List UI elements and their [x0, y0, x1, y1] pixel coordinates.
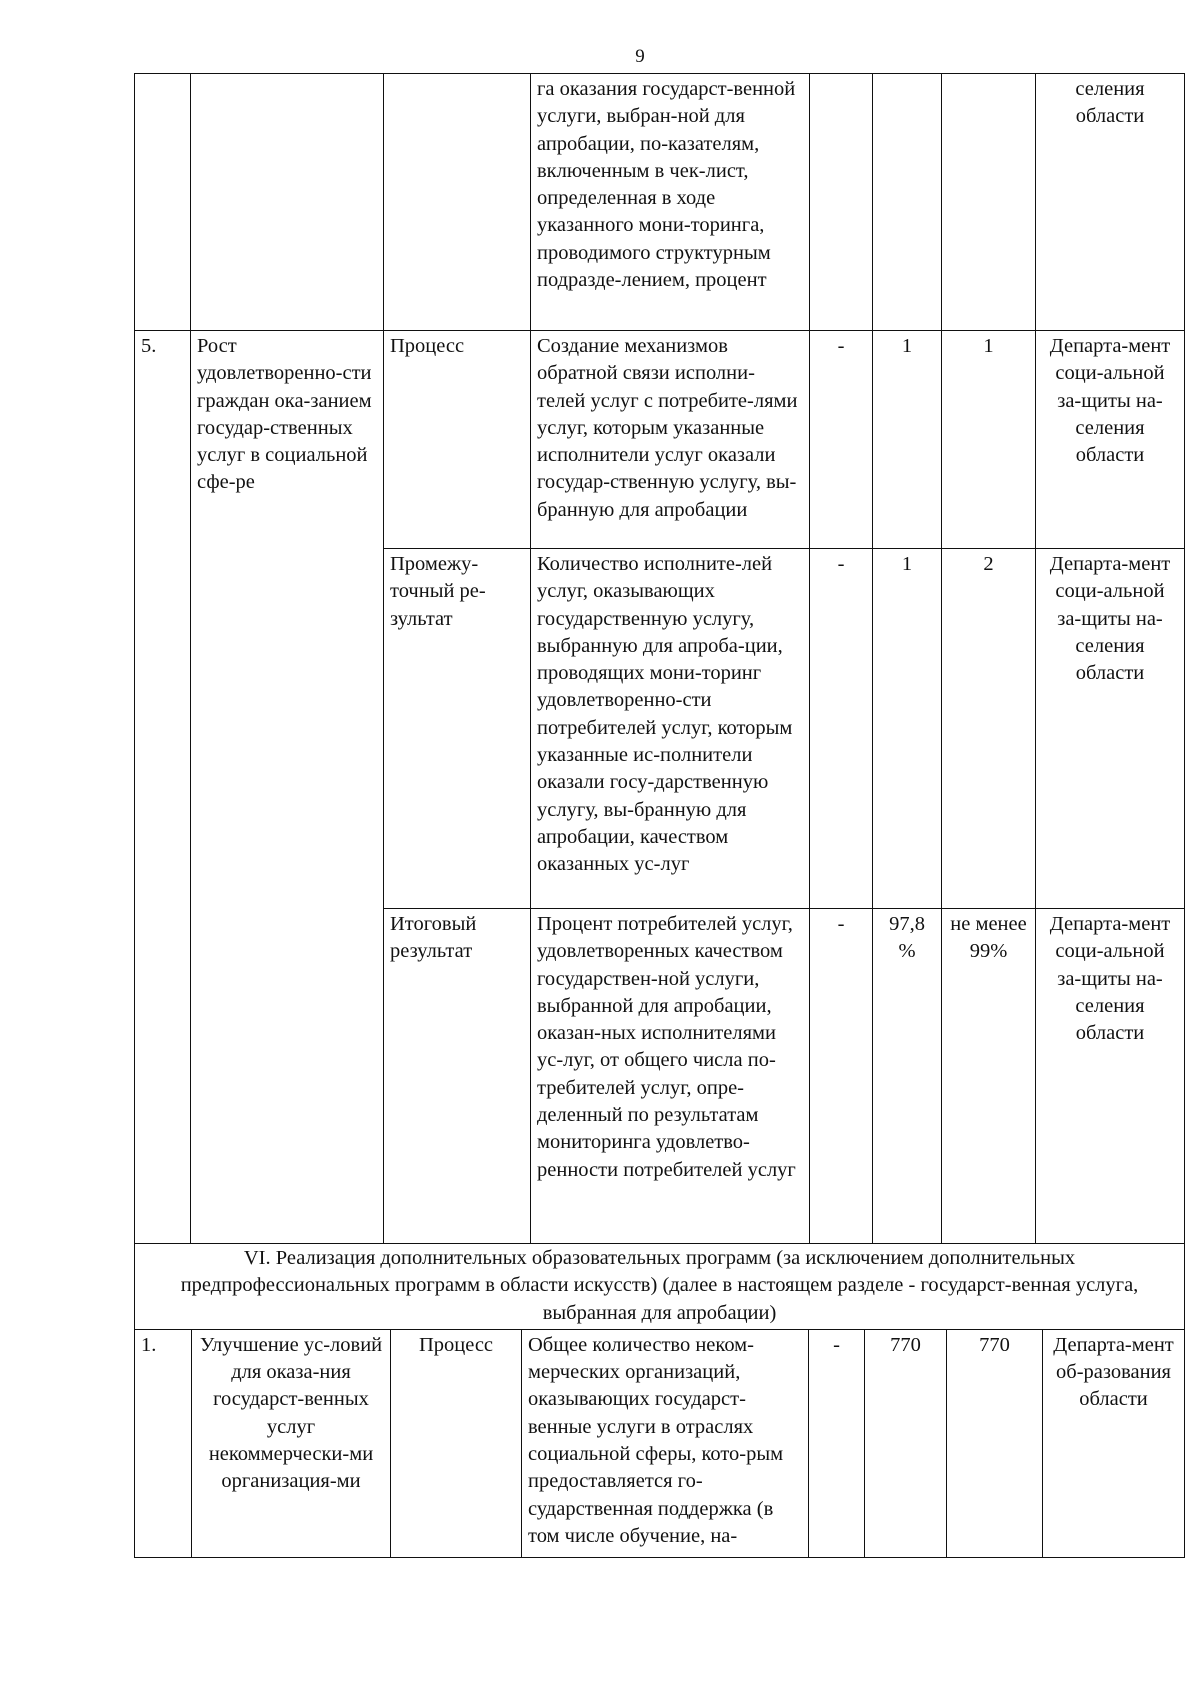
responsible-cell: Департа-мент об-разования области [1043, 1329, 1185, 1557]
base-value-cell: - [810, 909, 873, 1244]
indicator-cell: га оказания государст-венной услуги, выбран-ной для апробации, по-казателям, включенным в чек-лист, определенная в ходе указанного мони-торинга, проводимого структурным подразде-лением, процент [531, 74, 810, 331]
responsible-cell: Департа-мент соци-альной за-щиты на-селения области [1036, 549, 1185, 909]
value-cell [873, 74, 942, 331]
results-table-upper [134, 73, 1185, 1244]
row-number: 5. [135, 331, 191, 1244]
indicator-cell: Общее количество неком-мерческих организаций, оказывающих государст-венные услуги в отраслях социальной сферы, кото-рым предоставляется го-сударственная поддержка (в том числе обучение, на- [522, 1329, 809, 1557]
target-value-cell: 770 [947, 1329, 1043, 1557]
row-number [135, 74, 191, 331]
type-cell [384, 74, 531, 331]
goal-cell: Рост удовлетворенно-сти граждан ока-занием государ-ственных услуг в социальной сфе-ре [191, 331, 384, 1244]
value-cell: 770 [865, 1329, 947, 1557]
table-row [135, 74, 1185, 331]
table-row [135, 331, 1185, 549]
goal-cell [191, 74, 384, 331]
target-value-cell: 2 [942, 549, 1036, 909]
type-cell: Промежу-точный ре-зультат [384, 549, 531, 909]
base-value-cell: - [809, 1329, 865, 1557]
indicator-cell: Количество исполните-лей услуг, оказывающих государственную услугу, выбранную для апроба-ции, проводящих мони-торинг удовлетворенно-сти потребителей услуг, которым указанные ис-полнители оказали госу-дарственную услугу, вы-бранную для апробации, качеством оказанных ус-луг [531, 549, 810, 909]
section-header: VI. Реализация дополнительных образовательных программ (за исключением дополнительных предпрофессиональных программ в области искусств) (далее в настоящем разделе - государст-венная услуга, выбранная для апробации) [135, 1243, 1185, 1329]
target-value-cell [942, 74, 1036, 331]
goal-cell: Улучшение ус-ловий для оказа-ния государст-венных услуг некоммерчески-ми организация-ми [192, 1329, 391, 1557]
table-row [135, 1329, 1185, 1557]
value-cell: 1 [873, 549, 942, 909]
row-number: 1. [135, 1329, 192, 1557]
responsible-cell: Департа-мент соци-альной за-щиты на-селения области [1036, 331, 1185, 549]
base-value-cell [810, 74, 873, 331]
target-value-cell: 1 [942, 331, 1036, 549]
responsible-cell: селения области [1036, 74, 1185, 331]
base-value-cell: - [810, 331, 873, 549]
value-cell: 97,8 % [873, 909, 942, 1244]
type-cell: Процесс [384, 331, 531, 549]
page-number: 9 [635, 46, 645, 67]
type-cell: Итоговый результат [384, 909, 531, 1244]
indicator-cell: Процент потребителей услуг, удовлетворенных качеством государствен-ной услуги, выбранной для апробации, оказан-ных исполнителями ус-луг, от общего числа по-требителей услуг, опре-деленный по результатам мониторинга удовлетво-ренности потребителей услуг [531, 909, 810, 1244]
target-value-cell: не менее 99% [942, 909, 1036, 1244]
value-cell: 1 [873, 331, 942, 549]
section-header-row [135, 1243, 1185, 1329]
base-value-cell: - [810, 549, 873, 909]
indicator-cell: Создание механизмов обратной связи исполни-телей услуг с потребите-лями услуг, которым указанные исполнители услуг оказали государ-ственную услугу, вы-бранную для апробации [531, 331, 810, 549]
responsible-cell: Департа-мент соци-альной за-щиты на-селения области [1036, 909, 1185, 1244]
results-table-lower [134, 1243, 1185, 1558]
type-cell: Процесс [391, 1329, 522, 1557]
